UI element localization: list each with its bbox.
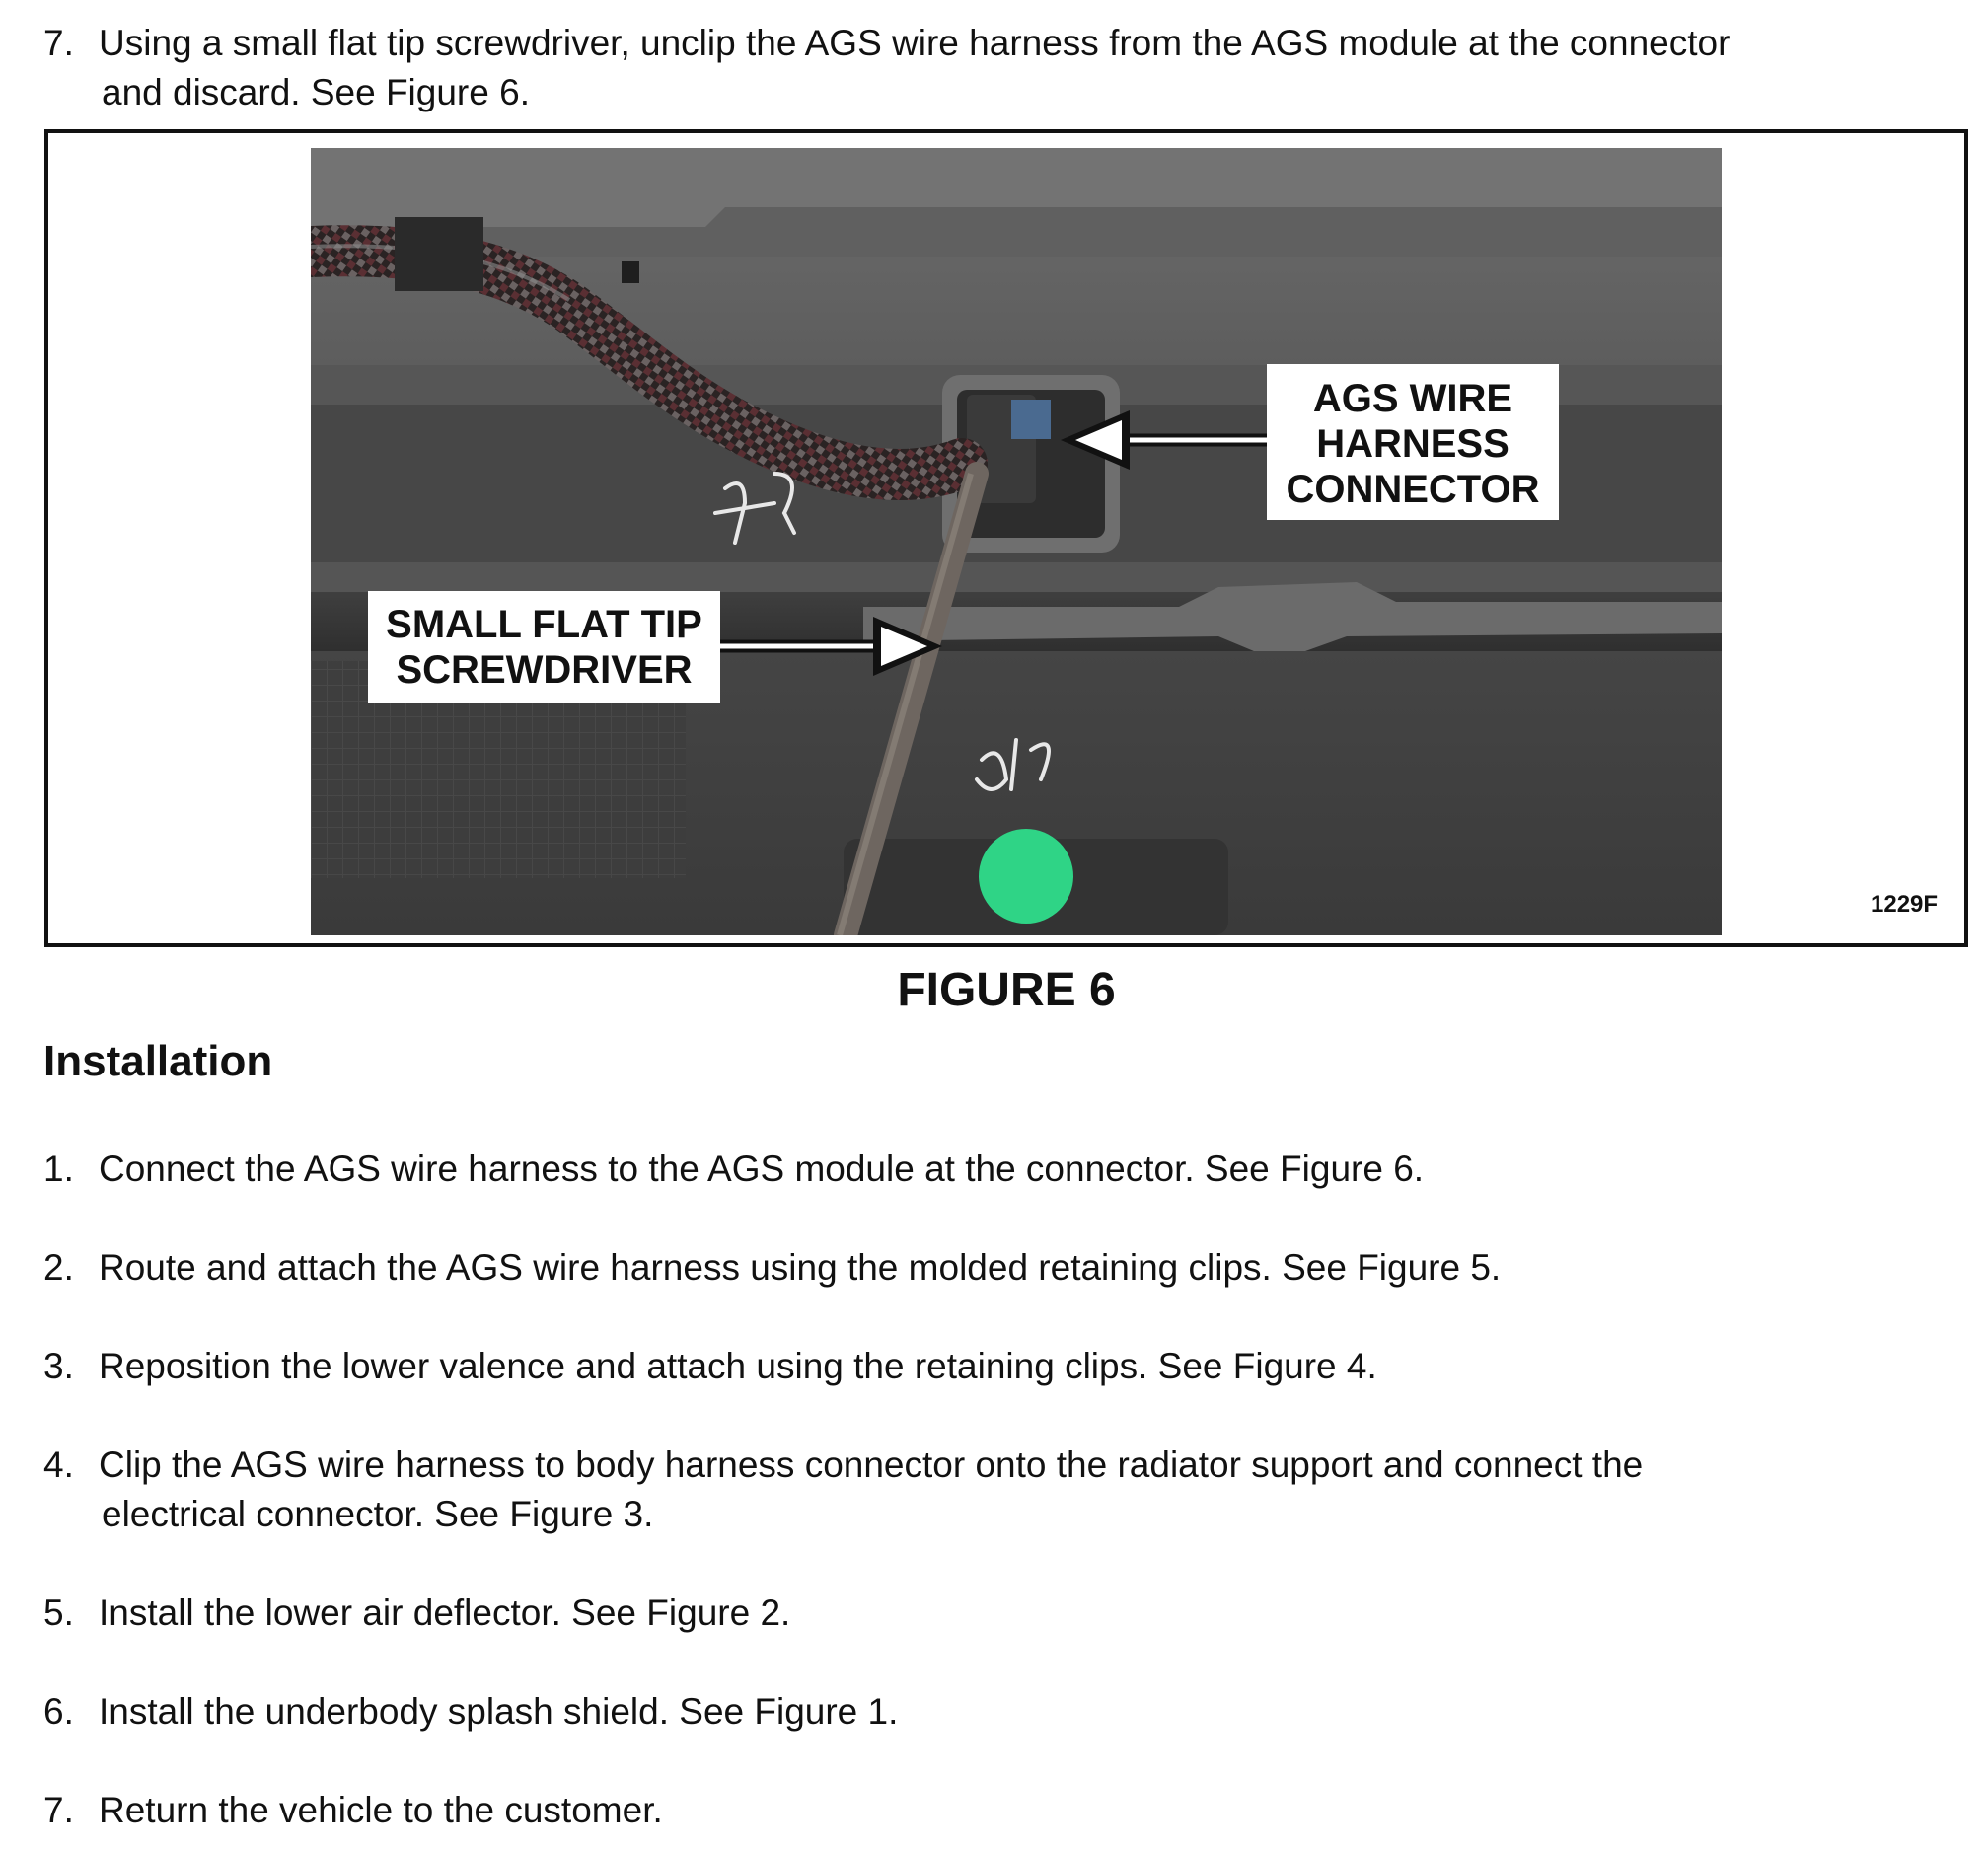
- figure-photo: [311, 148, 1722, 935]
- removal-step-7: [43, 19, 1948, 117]
- step-number: 3.: [43, 1346, 74, 1386]
- step-text: Install the underbody splash shield. See Figure 1.: [99, 1691, 899, 1732]
- removal-step-7-line2: and discard. See Figure 6.: [102, 72, 530, 112]
- installation-step: [43, 1342, 1948, 1391]
- callout-line: SCREWDRIVER: [396, 648, 693, 692]
- step-number: 6.: [43, 1691, 74, 1732]
- step-number: 2.: [43, 1247, 74, 1288]
- removal-step-7-line1: [43, 19, 1948, 68]
- callout-ags-wire-harness-connector: [1267, 364, 1559, 520]
- installation-step: [43, 1687, 1948, 1737]
- step-line: [43, 1441, 1948, 1490]
- installation-step: [43, 1145, 1948, 1194]
- callout-line: SMALL FLAT TIP: [386, 603, 702, 646]
- figure-code: 1229F: [1871, 891, 1939, 918]
- step-number: 7.: [43, 1790, 74, 1830]
- step-number: 1.: [43, 1148, 74, 1189]
- step-text: Connect the AGS wire harness to the AGS module at the connector. See Figure 6.: [99, 1148, 1425, 1189]
- callout-line: CONNECTOR: [1286, 468, 1540, 511]
- step-text-continued: electrical connector. See Figure 3.: [102, 1494, 654, 1534]
- installation-step: [43, 1243, 1948, 1293]
- figure-caption: FIGURE 6: [897, 964, 1116, 1016]
- installation-step: [43, 1786, 1948, 1835]
- step-number: 5.: [43, 1592, 74, 1633]
- installation-step: [43, 1441, 1948, 1539]
- step-text: Return the vehicle to the customer.: [99, 1790, 663, 1830]
- step-text: Route and attach the AGS wire harness using the molded retaining clips. See Figure 5.: [99, 1247, 1502, 1288]
- step-number: 7.: [43, 23, 74, 63]
- step-text: Clip the AGS wire harness to body harness connector onto the radiator support and connect the: [99, 1444, 1644, 1485]
- step-text: Using a small flat tip screwdriver, unclip the AGS wire harness from the AGS module at the connector: [99, 23, 1730, 63]
- step-number: 4.: [43, 1444, 74, 1485]
- callout-line: HARNESS: [1316, 422, 1509, 466]
- step-text: Reposition the lower valence and attach using the retaining clips. See Figure 4.: [99, 1346, 1377, 1386]
- section-heading-installation: Installation: [43, 1037, 273, 1085]
- callout-small-flat-tip-screwdriver: [368, 591, 720, 703]
- step-text: Install the lower air deflector. See Figure 2.: [99, 1592, 791, 1633]
- callout-line: AGS WIRE: [1312, 377, 1513, 420]
- installation-step: [43, 1589, 1948, 1638]
